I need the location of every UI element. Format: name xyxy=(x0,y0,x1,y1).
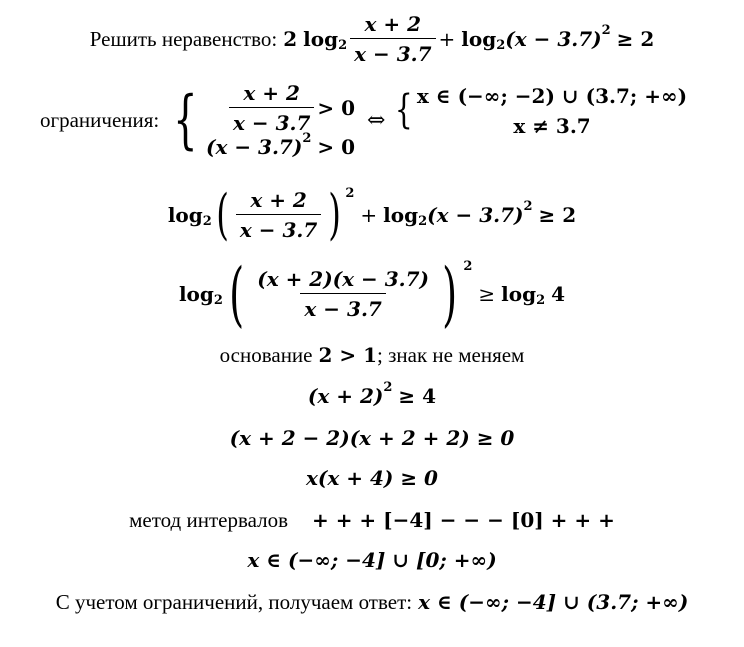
system-brace-1: { xyxy=(173,83,198,157)
system-brace-2: { xyxy=(395,87,414,133)
final-answer xyxy=(0,586,744,618)
constraints-label: ограничения: xyxy=(40,107,160,132)
system-1-row-1 xyxy=(226,81,355,135)
constraints xyxy=(0,74,744,166)
step-6 xyxy=(0,462,744,494)
plus-sign: + xyxy=(438,27,456,51)
sys1-bot: (x − 3.7) xyxy=(205,135,303,159)
left-paren-4: ( xyxy=(229,253,245,335)
fraction-3-num: x + 2 xyxy=(250,188,307,212)
sys1-den: x − 3.7 xyxy=(229,107,314,135)
log-3a: log xyxy=(167,203,203,227)
sys2-top: x ∈ (−∞; −2) ∪ (3.7; +∞) xyxy=(416,84,688,108)
fraction-4 xyxy=(253,267,433,321)
system-1-row-2 xyxy=(205,130,355,159)
fraction-4-num: (x + 2)(x − 3.7) xyxy=(257,267,430,291)
sys1-bot-pow: 2 xyxy=(302,130,312,146)
log-arg-2: (x − 3.7) xyxy=(505,27,602,51)
log-base-3b: 2 xyxy=(418,213,428,229)
step-7 xyxy=(0,504,744,536)
right-paren: ) xyxy=(328,183,342,246)
sys1-top-rel: > 0 xyxy=(317,96,356,120)
log-4a: log xyxy=(178,282,214,306)
coef: 2 xyxy=(283,27,298,51)
sys1-num: x + 2 xyxy=(243,81,300,105)
log-arg-3b: (x − 3.7) xyxy=(427,203,524,227)
log-1: log xyxy=(303,27,339,51)
paren-power: 2 xyxy=(345,185,355,201)
fraction-1-num: x + 2 xyxy=(364,12,422,36)
paren-power-4: 2 xyxy=(463,258,473,274)
problem-label: Решить неравенство: xyxy=(89,26,278,51)
expr-8: x(x + 4) ≥ 0 xyxy=(306,466,438,490)
interval-method-text: метод интервалов xyxy=(129,507,288,532)
step-8 xyxy=(0,544,744,576)
sign-text: ; знак не меняем xyxy=(377,342,525,367)
sys1-bot-rel: > 0 xyxy=(317,135,355,159)
power-6: 2 xyxy=(383,379,393,395)
plus-3: + xyxy=(360,203,378,227)
log-4b: log xyxy=(501,282,537,306)
system-1 xyxy=(206,81,355,159)
right-paren-4: ) xyxy=(442,253,458,335)
interval-signs: + + + [−4] − − − [0] + + + xyxy=(311,508,615,532)
fraction-3 xyxy=(236,188,321,242)
log-arg-4b: 4 xyxy=(551,282,566,306)
step-1 xyxy=(0,180,744,250)
problem-statement xyxy=(0,14,744,64)
log-base-4a: 2 xyxy=(213,292,223,308)
rhs-6: ≥ 4 xyxy=(398,384,437,408)
expr-10: x ∈ (−∞; −4] ∪ [0; +∞) xyxy=(247,548,497,572)
sys2-bot: x ≠ 3.7 xyxy=(513,114,591,138)
fraction-1-den: x − 3.7 xyxy=(350,38,435,66)
log-base-1: 2 xyxy=(338,37,348,53)
log-3b: log xyxy=(383,203,419,227)
log-base-2: 2 xyxy=(496,37,506,53)
system-2 xyxy=(417,84,687,138)
step-3 xyxy=(0,340,744,370)
step-4 xyxy=(0,380,744,412)
power-3b: 2 xyxy=(523,198,533,214)
left-paren: ( xyxy=(216,183,229,246)
base-expr: 2 > 1 xyxy=(318,343,378,367)
rhs-3: ≥ 2 xyxy=(538,203,577,227)
power: 2 xyxy=(601,22,611,38)
fraction-1 xyxy=(350,12,435,66)
expr-7: (x + 2 − 2)(x + 2 + 2) ≥ 0 xyxy=(229,426,515,450)
iff-symbol: ⇔ xyxy=(367,107,386,133)
rel-4: ≥ xyxy=(478,282,496,306)
fraction-4-den: x − 3.7 xyxy=(300,293,385,321)
expr-6: (x + 2) xyxy=(307,384,384,408)
system-1-fraction xyxy=(229,81,314,135)
base-text: основание xyxy=(219,342,313,367)
answer-expr: x ∈ (−∞; −4] ∪ (3.7; +∞) xyxy=(418,590,689,614)
step-2 xyxy=(0,254,744,334)
fraction-3-den: x − 3.7 xyxy=(236,214,321,242)
rhs: ≥ 2 xyxy=(616,27,655,51)
log-2: log xyxy=(461,27,497,51)
step-5 xyxy=(0,422,744,454)
log-base-4b: 2 xyxy=(536,292,546,308)
log-base-3a: 2 xyxy=(202,213,212,229)
answer-text: С учетом ограничений, получаем ответ: xyxy=(55,589,413,614)
